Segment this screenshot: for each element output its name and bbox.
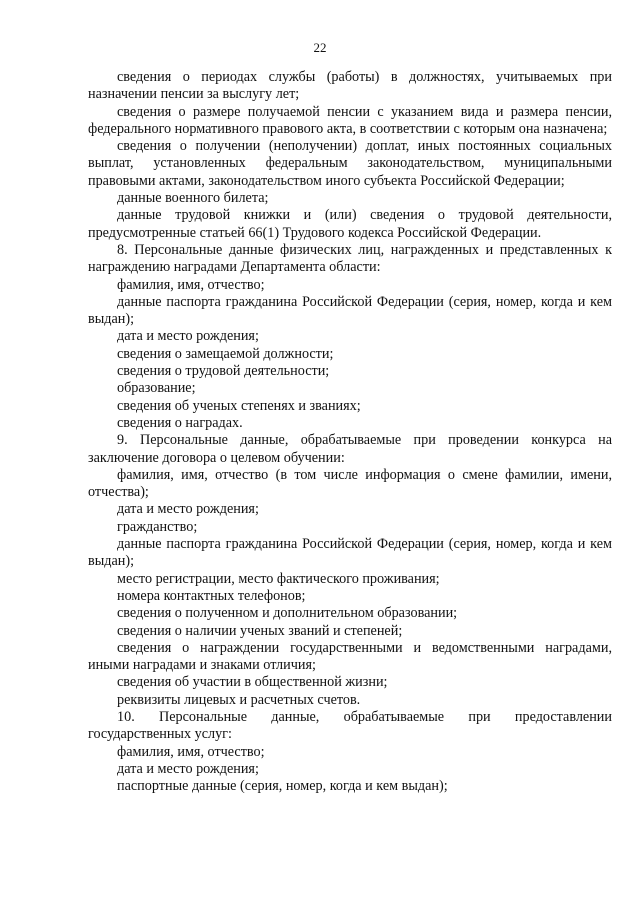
paragraph: фамилия, имя, отчество; (117, 276, 265, 293)
page-number: 22 (313, 40, 327, 55)
paragraph: сведения о размере получаемой пенсии с указанием вида и размера пенсии, федерального нормативного правового акта, в соответствии с которым она назначена; (88, 103, 612, 137)
paragraph: реквизиты лицевых и расчетных счетов. (117, 691, 361, 708)
paragraph: сведения о периодах службы (работы) в должностях, учитываемых при назначении пенсии за выслугу лет; (88, 69, 612, 103)
paragraph: номера контактных телефонов; (117, 587, 306, 604)
section-heading-9: 9. Персональные данные, обрабатываемые при проведении конкурса на заключение договора о целевом обучении: (88, 432, 612, 466)
document-body (88, 69, 612, 795)
paragraph: дата и место рождения; (117, 760, 259, 777)
paragraph: данные военного билета; (117, 190, 269, 207)
paragraph: сведения о наградах. (117, 414, 243, 431)
paragraph: дата и место рождения; (117, 328, 259, 345)
paragraph: сведения о получении (неполучении) доплат, иных постоянных социальных выплат, установленных федеральным законодательством, муниципальными правовыми актами, законодательством иного субъекта Российской Федерации; (88, 138, 612, 189)
paragraph: сведения о наличии ученых званий и степеней; (117, 622, 403, 639)
paragraph: паспортные данные (серия, номер, когда и кем выдан); (117, 778, 448, 795)
paragraph: сведения о замещаемой должности; (117, 345, 334, 362)
paragraph: место регистрации, место фактического проживания; (117, 570, 440, 587)
paragraph: сведения о награждении государственными и ведомственными наградами, иными наградами и знаками отличия; (88, 639, 612, 674)
paragraph: гражданство; (117, 518, 198, 535)
paragraph: фамилия, имя, отчество; (117, 743, 265, 760)
paragraph: данные паспорта гражданина Российской Федерации (серия, номер, когда и кем выдан); (88, 536, 612, 570)
paragraph: сведения о трудовой деятельности; (117, 363, 330, 380)
paragraph: фамилия, имя, отчество (в том числе информация о смене фамилии, имени, отчества); (88, 466, 612, 501)
section-heading-10: 10. Персональные данные, обрабатываемые при предоставлении государственных услуг: (88, 708, 612, 743)
paragraph: образование; (117, 380, 196, 397)
paragraph: сведения о полученном и дополнительном образовании; (117, 605, 458, 622)
paragraph: дата и место рождения; (117, 501, 259, 518)
paragraph: данные трудовой книжки и (или) сведения о трудовой деятельности, предусмотренные статьей 66(1) Трудового кодекса Российской Федерации. (88, 207, 612, 241)
paragraph: сведения об ученых степенях и званиях; (117, 397, 361, 414)
section-heading-8: 8. Персональные данные физических лиц, награжденных и представленных к награждению наградами Департамента области: (88, 241, 612, 276)
paragraph: данные паспорта гражданина Российской Федерации (серия, номер, когда и кем выдан); (88, 293, 612, 328)
paragraph: сведения об участии в общественной жизни; (117, 674, 388, 691)
